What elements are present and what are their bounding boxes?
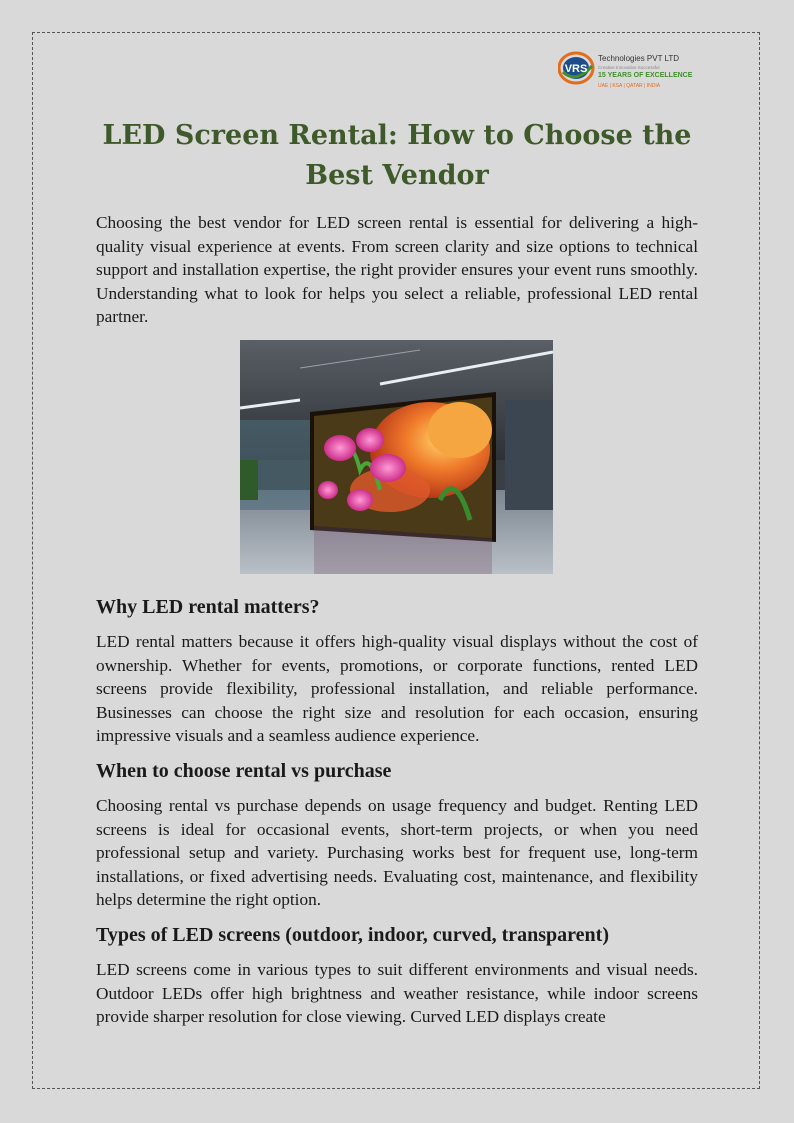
section-heading-types: Types of LED screens (outdoor, indoor, curved, transparent) <box>96 924 609 946</box>
led-screen-photo <box>240 340 553 574</box>
section-heading-rental-vs-purchase: When to choose rental vs purchase <box>96 760 392 782</box>
company-logo <box>558 50 708 94</box>
section-heading-why: Why LED rental matters? <box>96 596 320 618</box>
section-text-why: LED rental matters because it offers high-quality visual displays without the cost of ownership. Whether for events, promotions, or corporate functions, rented LED screens provide flexibility, professional installation, and reliable performance. Businesses can choose the right size and resolution for each occasion, ensuring impressive visuals and a seamless audience experience. <box>96 632 698 745</box>
intro-paragraph: Choosing the best vendor for LED screen rental is essential for delivering a high-quality visual experience at events. From screen clarity and size options to technical support and installation expertise, the right provider ensures your event runs smoothly. Understanding what to look for helps you select a reliable, professional LED rental partner. <box>96 213 698 326</box>
logo-tagline: Creative Innovative Successful <box>598 65 660 70</box>
vrs-logo-icon <box>558 50 598 86</box>
logo-mark-text: VRS <box>564 63 588 75</box>
section-text-types: LED screens come in various types to suit different environments and visual needs. Outdoor LEDs offer high brightness and weather resistance, while indoor screens provide sharper resolution for close viewing. Curved LED displays create <box>96 960 698 1026</box>
logo-regions: UAE | KSA | QATAR | INDIA <box>598 83 661 89</box>
logo-company-name: Technologies PVT LTD <box>598 54 680 63</box>
section-text-rental-vs-purchase: Choosing rental vs purchase depends on usage frequency and budget. Renting LED screens is ideal for occasional events, short-term projects, or when you need professional setup and variety. Purchasing works best for frequent use, long-term installations, or fixed advertising needs. Evaluating cost, maintenance, and flexibility helps determine the right option. <box>96 796 698 909</box>
logo-excellence: 15 YEARS OF EXCELLENCE <box>598 72 693 79</box>
page-title: LED Screen Rental: How to Choose the Best Vendor <box>102 120 692 191</box>
